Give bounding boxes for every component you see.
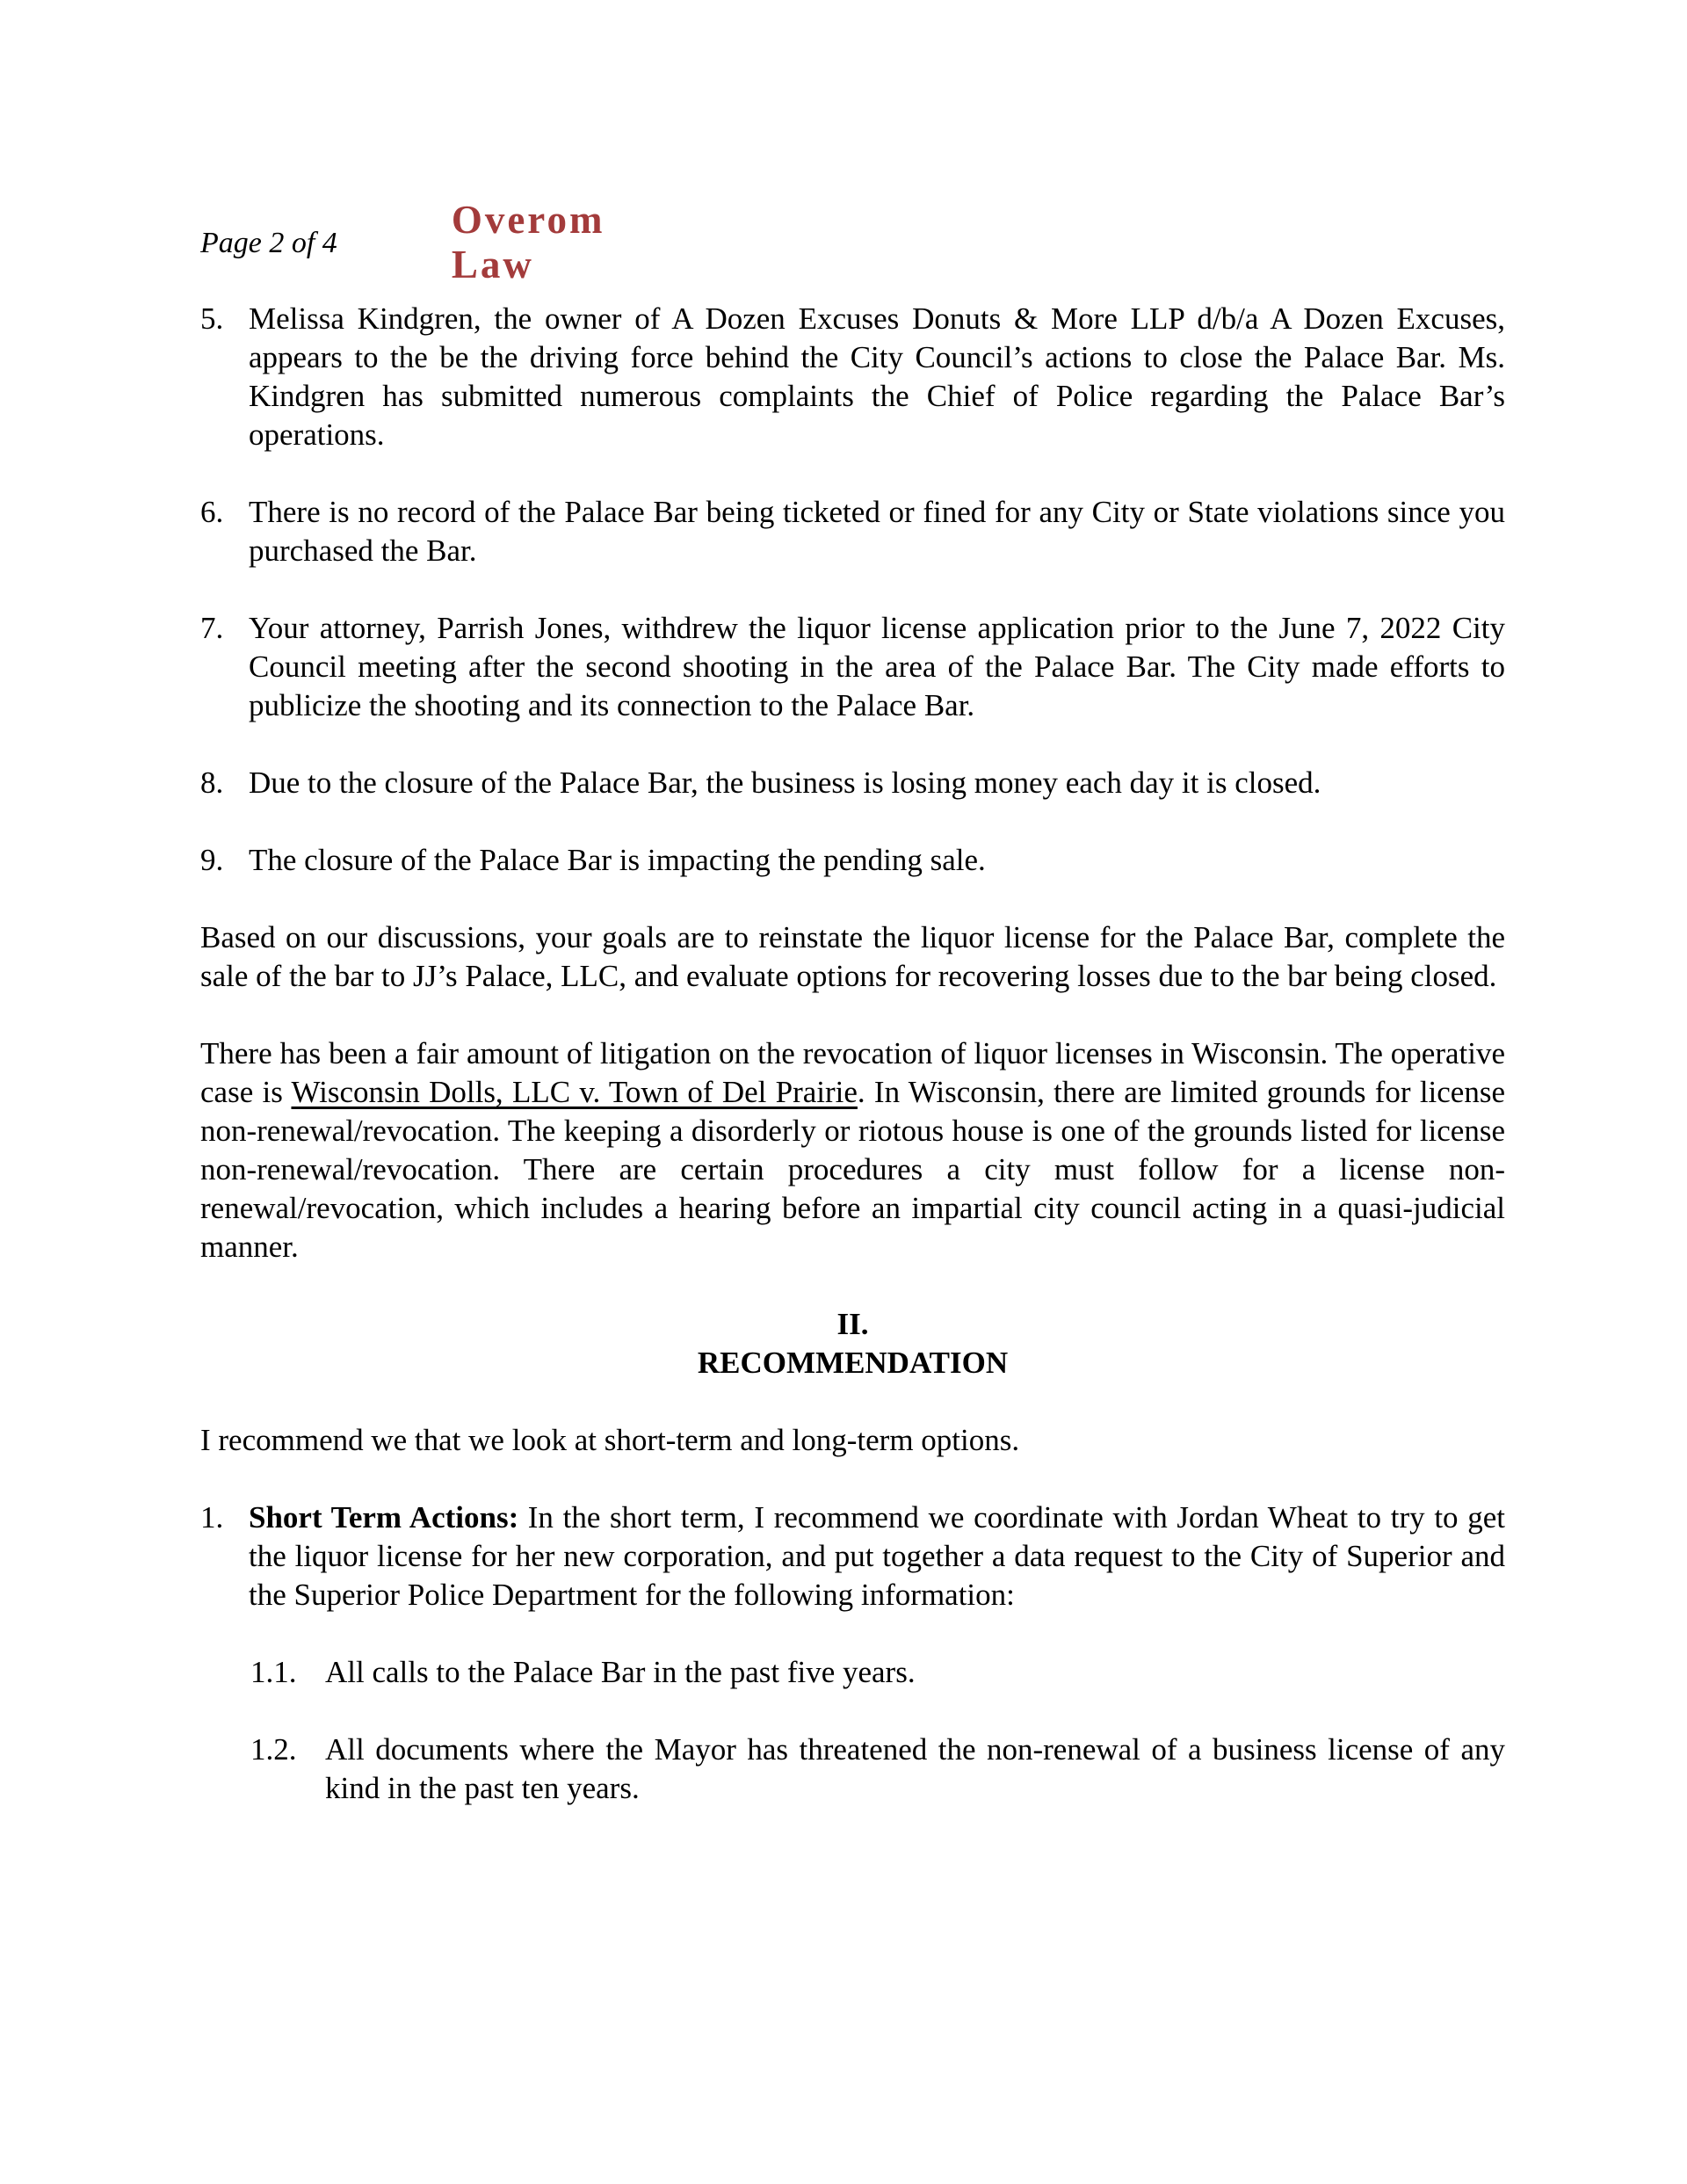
paragraph-goals: Based on our discussions, your goals are to reinstate the liquor license for the Palace Bar, complete the sale of the bar to JJ’s Palace, LLC, and evaluate options for recovering losses due to the bar being closed. [200,920,1505,993]
sub-item-1-2 [250,1731,1505,1808]
sub-item-number: 1.1. [250,1655,297,1689]
recommendation-item-number: 1. [200,1500,224,1535]
sub-item-text: All documents where the Mayor has threatened the non-renewal of a business license of any kind in the past ten years. [325,1732,1505,1805]
fact-item-text: Your attorney, Parrish Jones, withdrew the liquor license application prior to the June 7, 2022 City Council meeting after the second shooting in the area of the Palace Bar. The City made efforts to publicize the shooting and its connection to the Palace Bar. [249,611,1505,722]
fact-item-text: Melissa Kindgren, the owner of A Dozen Excuses Donuts & More LLP d/b/a A Dozen Excuses, appears to the be the driving force behind the City Council’s actions to close the Palace Bar. Ms. Kindgren has submitted numerous complaints the Chief of Police regarding the Palace Bar’s operations. [249,301,1505,452]
fact-item-number: 9. [200,843,224,877]
fact-item-number: 8. [200,765,224,800]
intro-paragraph: I recommend we that we look at short-term and long-term options. [200,1423,1020,1457]
logo-line-2: Law [451,243,534,287]
litigation-text-before: There has been a fair amount of litigation on the revocation of liquor licenses in Wisconsin. The operative case is [200,1036,1505,1109]
recommendation-item-label: Short Term Actions: [249,1500,519,1535]
fact-item-9 [200,841,1505,880]
fact-item-8 [200,764,1505,802]
fact-item-text: Due to the closure of the Palace Bar, the business is losing money each day it is closed. [249,765,1321,800]
paragraph-litigation [200,1034,1505,1266]
header [200,198,1505,287]
fact-item-7 [200,609,1505,725]
fact-item-5 [200,300,1505,454]
logo-line-1: Overom [451,198,605,242]
page-number-label: Page 2 of 4 [200,227,337,259]
recommendation-item-text [249,1498,1505,1614]
recommendation-item-1 [200,1498,1505,1614]
litigation-text-after: . In Wisconsin, there are limited grounds for license non-renewal/revocation. The keeping a disorderly or riotous house is one of the grounds listed for license non-renewal/revocation. There are certain procedures a city must follow for a license non-renewal/revocation, which includes a hearing before an impartial city council acting in a quasi-judicial manner. [200,1075,1506,1264]
recommendation-item-body: In the short term, I recommend we coordinate with Jordan Wheat to try to get the liquor license for her new corporation, and put together a data request to the City of Superior and the Superior Police Department for the following information: [249,1500,1505,1612]
sub-item-1-1 [250,1653,1505,1692]
sub-item-number: 1.2. [250,1732,297,1767]
fact-item-number: 5. [200,301,224,336]
fact-item-text: The closure of the Palace Bar is impacting the pending sale. [249,843,986,877]
fact-item-number: 7. [200,611,224,645]
sub-item-text: All calls to the Palace Bar in the past five years. [325,1655,916,1689]
law-firm-logo [452,198,605,287]
case-citation: Wisconsin Dolls, LLC v. Town of Del Prairie [291,1075,858,1109]
section-title: RECOMMENDATION [697,1346,1009,1380]
section-numeral: II. [836,1307,869,1341]
fact-item-number: 6. [200,495,224,529]
fact-item-6 [200,493,1505,570]
fact-item-text: There is no record of the Palace Bar being ticketed or fined for any City or State violations since you purchased the Bar. [249,495,1505,568]
